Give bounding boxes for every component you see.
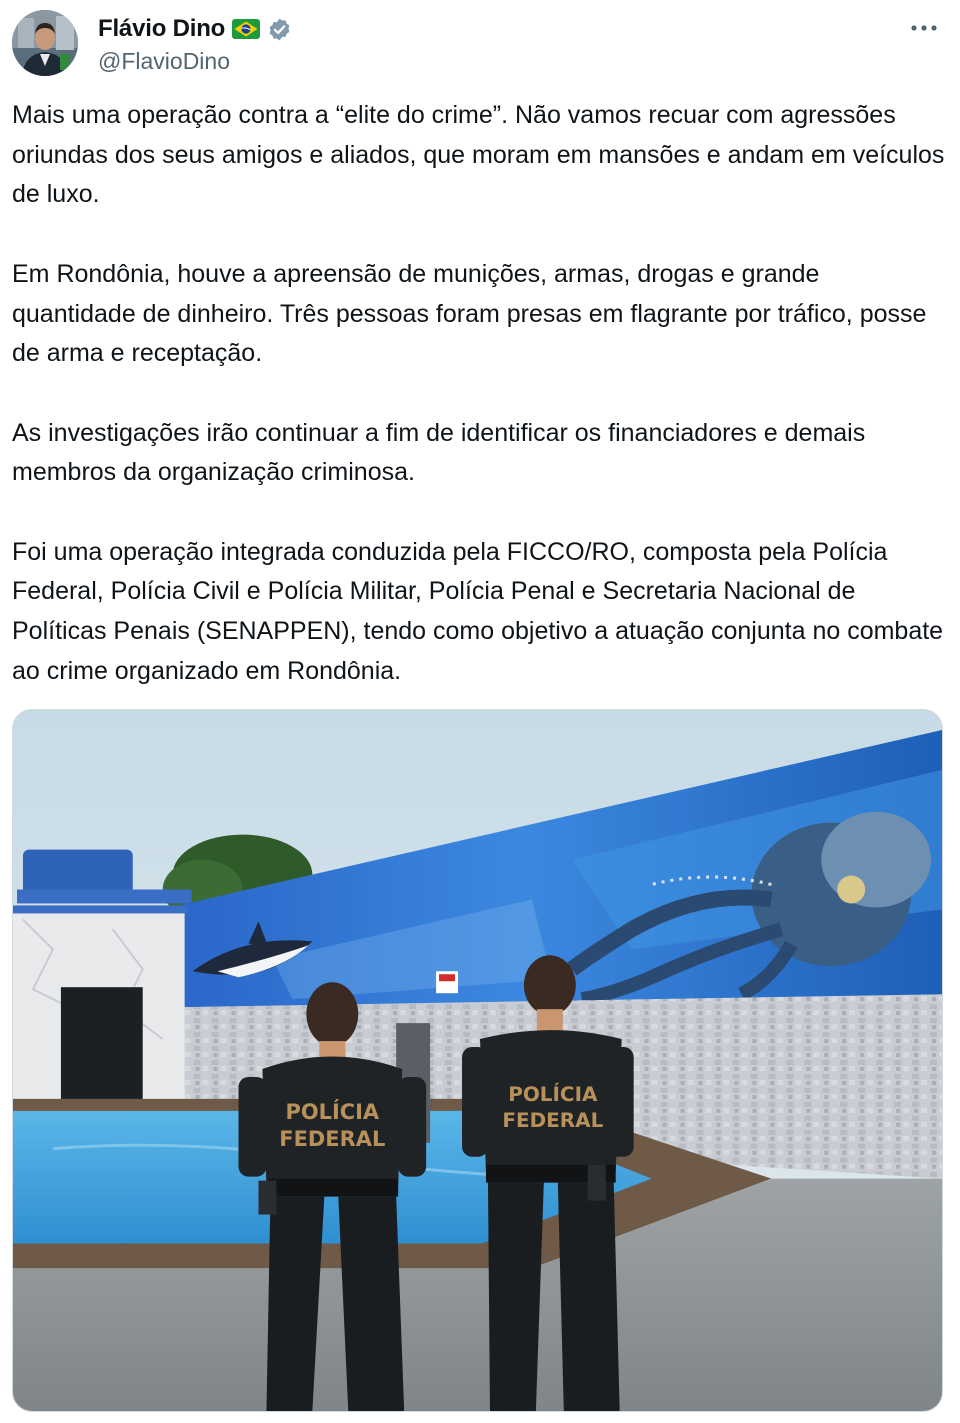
vest-text-line1: POLÍCIA [285, 1099, 380, 1124]
avatar[interactable] [12, 10, 78, 76]
avatar-image [12, 10, 78, 76]
tweet-paragraph: Mais uma operação contra a “elite do crime”. Não vamos recuar com agressões oriundas dos seus amigos e aliados, que moram em mansões e andam em veículos de luxo. [12, 101, 945, 209]
photo-police-pool-mural [13, 710, 942, 1411]
tweet-paragraph: As investigações irão continuar a fim de identificar os financiadores e demais membros da organização criminosa. [12, 418, 866, 487]
author-name[interactable]: Flávio Dino [98, 15, 226, 42]
tweet-paragraph: Em Rondônia, houve a apreensão de munições, armas, drogas e grande quantidade de dinheiro. Três pessoas foram presas em flagrante por tráfico, posse de arma e receptação. [12, 259, 927, 368]
tweet-media-photo[interactable] [12, 709, 943, 1412]
more-horizontal-icon [910, 23, 938, 33]
tweet-paragraph: Foi uma operação integrada conduzida pela FICCO/RO, composta pela Polícia Federal, Polícia Civil e Polícia Militar, Polícia Penal e Secretaria Nacional de Políticas Penais (SENAPPEN), tendo como objetivo a atuação conjunta no combate ao crime organizado em Rondônia. [12, 537, 944, 685]
vest-text-line2: FEDERAL [502, 1107, 604, 1132]
vest-text-line2: FEDERAL [279, 1126, 386, 1151]
verified-badge-icon [267, 17, 292, 42]
author-handle[interactable]: @FlavioDino [98, 48, 231, 74]
tweet-text [12, 96, 948, 692]
more-options-button[interactable] [906, 10, 942, 46]
tweet-header [12, 6, 948, 78]
vest-text-line1: POLÍCIA [508, 1081, 598, 1106]
brazil-flag-icon [232, 19, 260, 39]
